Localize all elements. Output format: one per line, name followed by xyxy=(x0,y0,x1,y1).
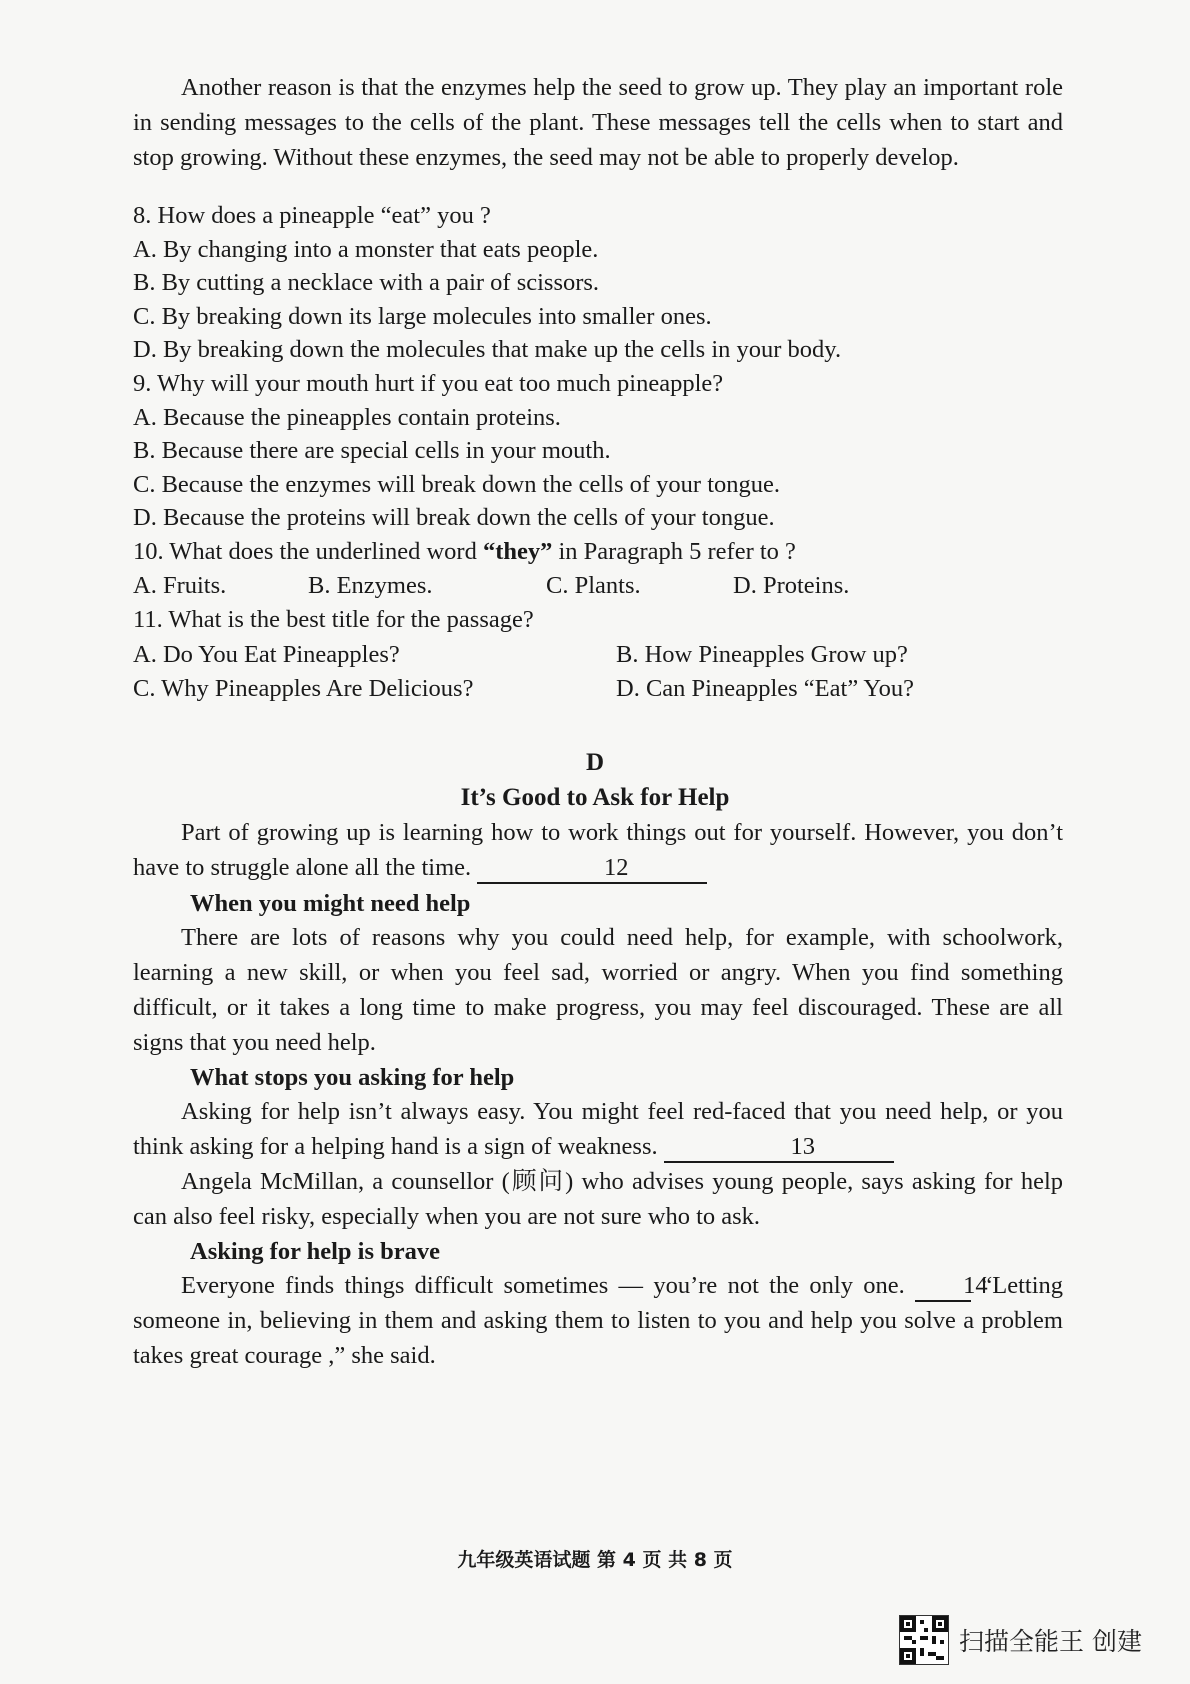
question-11-option-b: B. How Pineapples Grow up? xyxy=(616,641,908,668)
question-11-option-c: C. Why Pineapples Are Delicious? xyxy=(133,675,474,702)
question-9-option-a: A. Because the pineapples contain proteins. xyxy=(133,404,561,431)
question-9-option-b: B. Because there are special cells in your mouth. xyxy=(133,437,611,464)
question-11-option-d: D. Can Pineapples “Eat” You? xyxy=(616,675,915,702)
paragraph-counsellor: Angela McMillan, a counsellor (顾问) who advises young people, says asking for help can also feel risky, especially when you are not sure who to ask. xyxy=(133,1168,1063,1230)
scanner-watermark xyxy=(899,1616,1142,1664)
answer-blank-13[interactable]: 13 xyxy=(664,1133,894,1163)
paragraph-what-stops-you xyxy=(133,1094,1063,1164)
passage-paragraph: Another reason is that the enzymes help the seed to grow up. They play an important role in sending messages to the cells of the plant. These messages tell the cells when to start and stop growing. Without these enzymes, the seed may not be able to properly develop. xyxy=(133,74,1063,171)
subheading-asking-is-brave: Asking for help is brave xyxy=(190,1238,441,1265)
question-8-option-b: B. By cutting a necklace with a pair of scissors. xyxy=(133,269,600,296)
question-8-stem: 8. How does a pineapple “eat” you ? xyxy=(133,202,491,229)
question-10-option-a: A. Fruits. xyxy=(133,572,227,599)
passage-intro xyxy=(133,815,1063,885)
question-10-stem xyxy=(133,534,796,569)
question-10-option-d: D. Proteins. xyxy=(733,572,850,599)
paragraph-brave-post: “Letting someone in, believing in them and asking them to listen to you and help you solve a problem takes great courage ,” she said. xyxy=(133,1272,1064,1369)
question-8-option-a: A. By changing into a monster that eats people. xyxy=(133,236,599,263)
paragraph-when-need-help: There are lots of reasons why you could need help, for example, with schoolwork, learning a new skill, or when you feel sad, worried or angry. When you find something difficult, or it takes a long time to make progress, you may feel discouraged. These are all signs that you need help. xyxy=(133,924,1063,1056)
page-footer: 九年级英语试题 第 4 页 共 8 页 xyxy=(457,1549,733,1571)
question-10-option-c: C. Plants. xyxy=(546,572,641,599)
question-9-option-d: D. Because the proteins will break down the cells of your tongue. xyxy=(133,504,775,531)
question-11-stem: 11. What is the best title for the passage? xyxy=(133,606,534,633)
section-letter: D xyxy=(585,749,605,776)
answer-blank-12[interactable]: 12 xyxy=(477,854,707,884)
passage-intro-text: Part of growing up is learning how to work things out for yourself. However, you don’t have to struggle alone all the time. xyxy=(133,819,1063,881)
question-10-stem-pre: 10. What does the underlined word xyxy=(133,538,483,565)
passage-title: It’s Good to Ask for Help xyxy=(460,784,730,811)
underlined-word-they: “they” xyxy=(482,538,553,565)
qr-code-icon xyxy=(899,1615,949,1665)
question-9-stem: 9. Why will your mouth hurt if you eat too much pineapple? xyxy=(133,370,724,397)
scanner-watermark-text: 扫描全能王 创建 xyxy=(959,1627,1142,1656)
paragraph-asking-is-brave xyxy=(133,1268,1063,1373)
question-10-stem-post: in Paragraph 5 refer to ? xyxy=(552,538,796,565)
question-8-option-c: C. By breaking down its large molecules into smaller ones. xyxy=(133,303,712,330)
question-9-option-c: C. Because the enzymes will break down the cells of your tongue. xyxy=(133,471,781,498)
paragraph-brave-pre: Everyone finds things difficult sometimes — you’re not the only one. xyxy=(181,1272,905,1299)
question-11-option-a: A. Do You Eat Pineapples? xyxy=(133,641,400,668)
paragraph-what-stops-you-text: Asking for help isn’t always easy. You might feel red-faced that you need help, or you think asking for a helping hand is a sign of weakness. xyxy=(133,1098,1063,1160)
subheading-what-stops-you: What stops you asking for help xyxy=(190,1064,515,1091)
answer-blank-14[interactable]: 14 xyxy=(915,1272,971,1302)
subheading-when-need-help: When you might need help xyxy=(190,890,471,917)
question-8-option-d: D. By breaking down the molecules that make up the cells in your body. xyxy=(133,336,842,363)
question-10-option-b: B. Enzymes. xyxy=(308,572,433,599)
